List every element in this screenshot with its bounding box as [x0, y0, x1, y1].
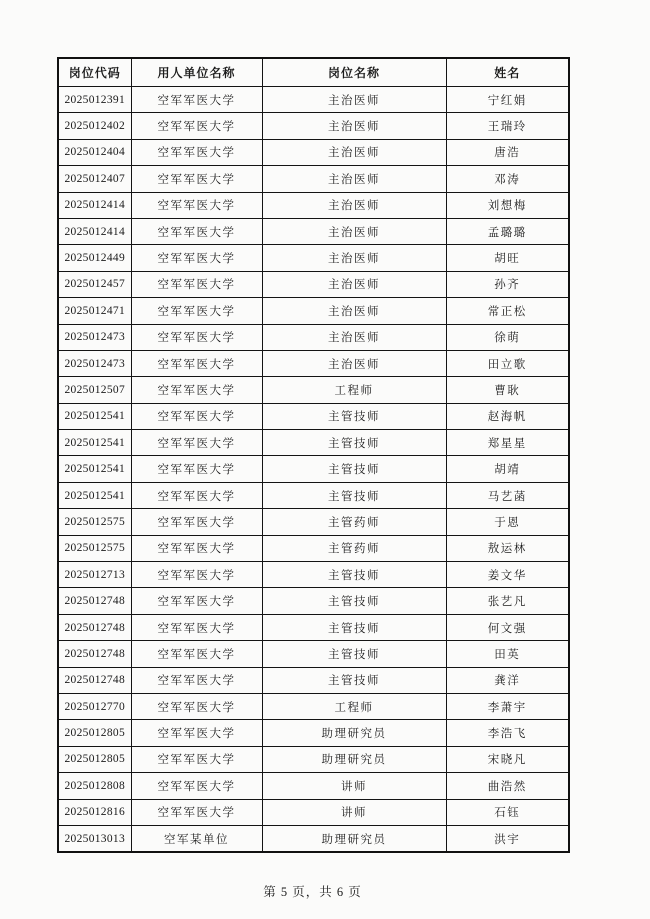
cell-name: 马艺菡	[446, 482, 569, 508]
table-row	[58, 693, 569, 719]
cell-name: 胡旺	[446, 245, 569, 271]
cell-name: 于恩	[446, 509, 569, 535]
table-row	[58, 350, 569, 376]
cell-position-title: 主治医师	[262, 166, 446, 192]
cell-name: 石钰	[446, 799, 569, 825]
table-row	[58, 166, 569, 192]
cell-employer-name: 空军军医大学	[131, 535, 262, 561]
cell-name: 赵海帆	[446, 403, 569, 429]
cell-position-title: 工程师	[262, 377, 446, 403]
table-row	[58, 87, 569, 113]
table-row	[58, 482, 569, 508]
column-header: 岗位代码	[58, 58, 131, 87]
cell-position-code: 2025012770	[58, 693, 131, 719]
cell-name: 曹耿	[446, 377, 569, 403]
cell-name: 姜文华	[446, 562, 569, 588]
cell-employer-name: 空军军医大学	[131, 139, 262, 165]
cell-position-code: 2025012402	[58, 113, 131, 139]
table-row	[58, 456, 569, 482]
cell-position-code: 2025012541	[58, 430, 131, 456]
cell-name: 宋晓凡	[446, 746, 569, 772]
cell-name: 孟璐璐	[446, 218, 569, 244]
cell-position-title: 主治医师	[262, 298, 446, 324]
cell-name: 何文强	[446, 614, 569, 640]
cell-employer-name: 空军军医大学	[131, 324, 262, 350]
cell-employer-name: 空军军医大学	[131, 350, 262, 376]
table-row	[58, 720, 569, 746]
table-row	[58, 667, 569, 693]
cell-name: 胡靖	[446, 456, 569, 482]
position-roster-table	[57, 57, 570, 853]
table-header-row	[58, 58, 569, 87]
cell-position-code: 2025012808	[58, 773, 131, 799]
cell-position-title: 助理研究员	[262, 746, 446, 772]
cell-position-code: 2025012713	[58, 562, 131, 588]
cell-employer-name: 空军军医大学	[131, 403, 262, 429]
cell-name: 常正松	[446, 298, 569, 324]
cell-position-code: 2025012473	[58, 324, 131, 350]
cell-position-title: 主治医师	[262, 350, 446, 376]
cell-name: 张艺凡	[446, 588, 569, 614]
cell-name: 王瑞玲	[446, 113, 569, 139]
cell-employer-name: 空军军医大学	[131, 667, 262, 693]
cell-name: 徐萌	[446, 324, 569, 350]
cell-name: 田立歌	[446, 350, 569, 376]
table-row	[58, 773, 569, 799]
cell-employer-name: 空军军医大学	[131, 87, 262, 113]
cell-employer-name: 空军军医大学	[131, 298, 262, 324]
cell-position-code: 2025012748	[58, 641, 131, 667]
cell-position-code: 2025012404	[58, 139, 131, 165]
table-row	[58, 509, 569, 535]
cell-position-title: 主管技师	[262, 430, 446, 456]
cell-position-title: 主治医师	[262, 218, 446, 244]
table-row	[58, 614, 569, 640]
table-row	[58, 562, 569, 588]
cell-position-title: 主管技师	[262, 403, 446, 429]
table-row	[58, 324, 569, 350]
table-row	[58, 825, 569, 852]
cell-name: 敖运林	[446, 535, 569, 561]
cell-name: 宁红娟	[446, 87, 569, 113]
cell-position-title: 主管技师	[262, 588, 446, 614]
cell-position-title: 主治医师	[262, 324, 446, 350]
cell-name: 洪宇	[446, 825, 569, 852]
table-body	[58, 87, 569, 853]
cell-name: 刘想梅	[446, 192, 569, 218]
cell-position-code: 2025012575	[58, 509, 131, 535]
column-header: 岗位名称	[262, 58, 446, 87]
page-number-footer: 第 5 页，共 6 页	[263, 885, 362, 899]
cell-position-title: 助理研究员	[262, 825, 446, 852]
table-row	[58, 192, 569, 218]
cell-employer-name: 空军军医大学	[131, 509, 262, 535]
cell-position-title: 主治医师	[262, 245, 446, 271]
cell-name: 唐浩	[446, 139, 569, 165]
cell-position-code: 2025012541	[58, 403, 131, 429]
column-header: 姓名	[446, 58, 569, 87]
cell-position-code: 2025012473	[58, 350, 131, 376]
cell-name: 郑星星	[446, 430, 569, 456]
cell-position-title: 主管技师	[262, 614, 446, 640]
cell-position-code: 2025012541	[58, 482, 131, 508]
cell-employer-name: 空军军医大学	[131, 377, 262, 403]
cell-name: 李浩飞	[446, 720, 569, 746]
cell-position-code: 2025013013	[58, 825, 131, 852]
cell-position-title: 主管技师	[262, 641, 446, 667]
cell-employer-name: 空军军医大学	[131, 218, 262, 244]
cell-employer-name: 空军某单位	[131, 825, 262, 852]
cell-position-title: 主治医师	[262, 271, 446, 297]
table-row	[58, 271, 569, 297]
cell-position-title: 主管技师	[262, 482, 446, 508]
cell-position-title: 工程师	[262, 693, 446, 719]
cell-employer-name: 空军军医大学	[131, 773, 262, 799]
cell-position-title: 主管药师	[262, 535, 446, 561]
cell-position-code: 2025012748	[58, 667, 131, 693]
cell-name: 孙齐	[446, 271, 569, 297]
table-row	[58, 430, 569, 456]
cell-position-code: 2025012541	[58, 456, 131, 482]
cell-position-code: 2025012391	[58, 87, 131, 113]
cell-employer-name: 空军军医大学	[131, 482, 262, 508]
cell-employer-name: 空军军医大学	[131, 746, 262, 772]
table-row	[58, 245, 569, 271]
cell-position-title: 讲师	[262, 799, 446, 825]
cell-employer-name: 空军军医大学	[131, 614, 262, 640]
cell-position-code: 2025012457	[58, 271, 131, 297]
table-row	[58, 746, 569, 772]
table-row	[58, 641, 569, 667]
table-row	[58, 377, 569, 403]
cell-position-title: 主治医师	[262, 192, 446, 218]
cell-position-code: 2025012816	[58, 799, 131, 825]
cell-employer-name: 空军军医大学	[131, 271, 262, 297]
cell-position-title: 主管技师	[262, 456, 446, 482]
cell-name: 龚洋	[446, 667, 569, 693]
cell-employer-name: 空军军医大学	[131, 799, 262, 825]
cell-position-title: 讲师	[262, 773, 446, 799]
cell-position-code: 2025012449	[58, 245, 131, 271]
table-row	[58, 139, 569, 165]
table-row	[58, 535, 569, 561]
cell-name: 邓涛	[446, 166, 569, 192]
cell-position-code: 2025012575	[58, 535, 131, 561]
cell-employer-name: 空军军医大学	[131, 245, 262, 271]
table-row	[58, 403, 569, 429]
column-header: 用人单位名称	[131, 58, 262, 87]
cell-position-title: 主管药师	[262, 509, 446, 535]
table-row	[58, 298, 569, 324]
cell-employer-name: 空军军医大学	[131, 720, 262, 746]
table-row	[58, 113, 569, 139]
cell-position-code: 2025012407	[58, 166, 131, 192]
cell-employer-name: 空军军医大学	[131, 562, 262, 588]
table-row	[58, 218, 569, 244]
cell-employer-name: 空军军医大学	[131, 192, 262, 218]
cell-position-code: 2025012507	[58, 377, 131, 403]
cell-employer-name: 空军军医大学	[131, 430, 262, 456]
cell-position-title: 主治医师	[262, 113, 446, 139]
cell-name: 曲浩然	[446, 773, 569, 799]
cell-position-code: 2025012748	[58, 588, 131, 614]
cell-employer-name: 空军军医大学	[131, 456, 262, 482]
cell-position-title: 主管技师	[262, 562, 446, 588]
cell-name: 田英	[446, 641, 569, 667]
cell-position-title: 主治医师	[262, 139, 446, 165]
cell-position-code: 2025012414	[58, 218, 131, 244]
table-row	[58, 588, 569, 614]
cell-position-title: 主治医师	[262, 87, 446, 113]
cell-employer-name: 空军军医大学	[131, 693, 262, 719]
cell-name: 李萧宇	[446, 693, 569, 719]
cell-employer-name: 空军军医大学	[131, 166, 262, 192]
table-row	[58, 799, 569, 825]
cell-position-title: 主管技师	[262, 667, 446, 693]
cell-position-title: 助理研究员	[262, 720, 446, 746]
cell-position-code: 2025012805	[58, 746, 131, 772]
cell-position-code: 2025012748	[58, 614, 131, 640]
cell-position-code: 2025012414	[58, 192, 131, 218]
cell-employer-name: 空军军医大学	[131, 641, 262, 667]
cell-position-code: 2025012471	[58, 298, 131, 324]
cell-position-code: 2025012805	[58, 720, 131, 746]
cell-employer-name: 空军军医大学	[131, 113, 262, 139]
cell-employer-name: 空军军医大学	[131, 588, 262, 614]
